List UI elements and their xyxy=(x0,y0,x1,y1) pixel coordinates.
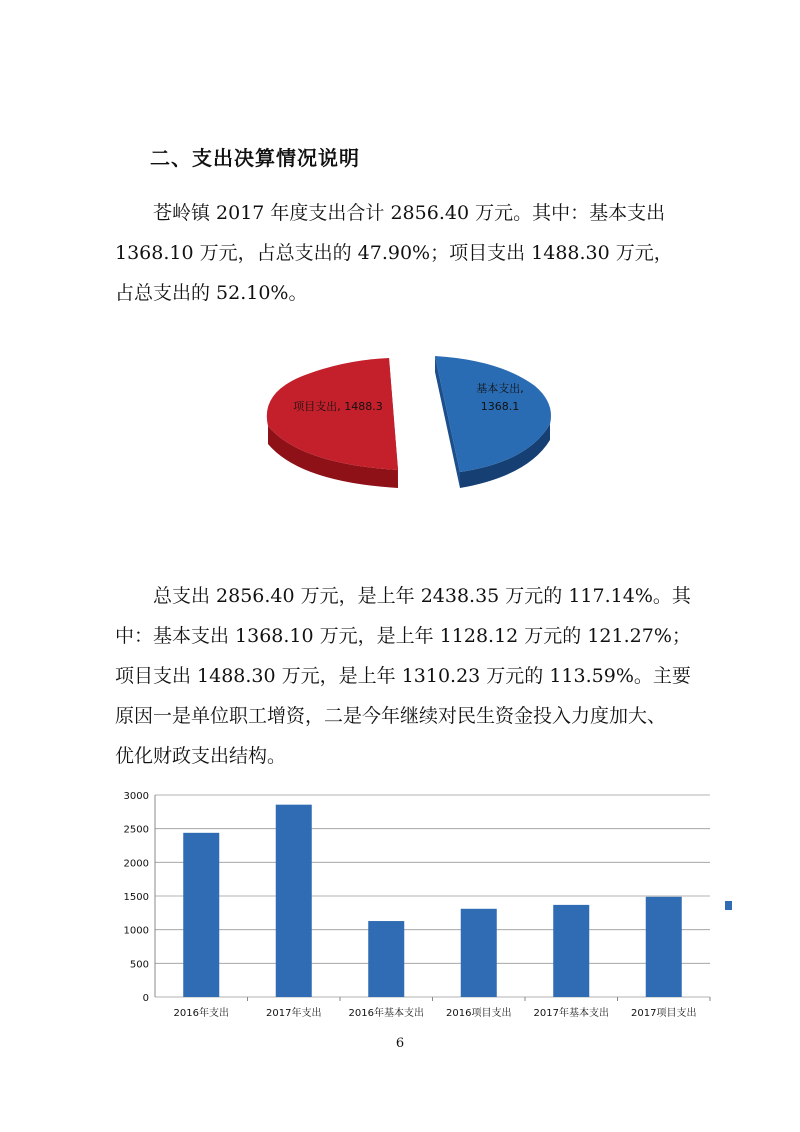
bar xyxy=(368,921,404,997)
legend-swatch xyxy=(725,901,732,910)
y-tick-label: 2500 xyxy=(123,824,149,836)
expenditure-summary-paragraph xyxy=(115,193,675,313)
x-tick-label: 2016项目支出 xyxy=(446,1008,512,1019)
x-tick-label: 2017年基本支出 xyxy=(533,1008,609,1019)
paragraph-line: 占总支出的 52.10%。 xyxy=(115,282,308,304)
paragraph-line: 总支出 2856.40 万元，是上年 2438.35 万元的 117.14%。其 xyxy=(153,585,691,607)
x-tick-label: 2016年基本支出 xyxy=(348,1008,424,1019)
section-heading: 二、支出决算情况说明 xyxy=(150,146,360,170)
y-tick-label: 2000 xyxy=(123,858,149,870)
x-tick-label: 2017项目支出 xyxy=(631,1008,697,1019)
y-tick-label: 1500 xyxy=(123,892,149,903)
y-tick-label: 3000 xyxy=(123,791,149,802)
paragraph-line: 1368.10 万元，占总支出的 47.90%；项目支出 1488.30 万元， xyxy=(115,242,673,264)
pie-value-basic: 1368.1 xyxy=(480,400,520,413)
bar xyxy=(461,909,497,997)
bar xyxy=(553,905,589,997)
expenditure-bar-chart xyxy=(110,785,740,1030)
expenditure-pie-chart xyxy=(250,348,570,498)
y-tick-label: 500 xyxy=(129,959,149,971)
pie-label-project: 项目支出, 1488.3 xyxy=(293,400,383,413)
paragraph-line: 中：基本支出 1368.10 万元，是上年 1128.12 万元的 121.27%； xyxy=(115,625,691,647)
x-tick-label: 2017年支出 xyxy=(266,1008,322,1019)
paragraph-line: 苍岭镇 2017 年度支出合计 2856.40 万元。其中：基本支出 xyxy=(153,202,666,224)
pie-label-basic: 基本支出, xyxy=(476,382,524,395)
y-tick-label: 0 xyxy=(142,993,149,1004)
bar xyxy=(183,833,219,997)
expenditure-comparison-paragraph xyxy=(115,576,691,776)
y-tick-label: 1000 xyxy=(123,925,149,937)
paragraph-line: 优化财政支出结构。 xyxy=(115,745,287,767)
bar xyxy=(646,897,682,997)
x-tick-label: 2016年支出 xyxy=(173,1008,229,1019)
paragraph-line: 原因一是单位职工增资，二是今年继续对民生资金投入力度加大、 xyxy=(115,705,667,727)
page-number: 6 xyxy=(395,1036,405,1051)
bar xyxy=(276,805,312,997)
paragraph-line: 项目支出 1488.30 万元，是上年 1310.23 万元的 113.59%。主要 xyxy=(115,665,691,687)
